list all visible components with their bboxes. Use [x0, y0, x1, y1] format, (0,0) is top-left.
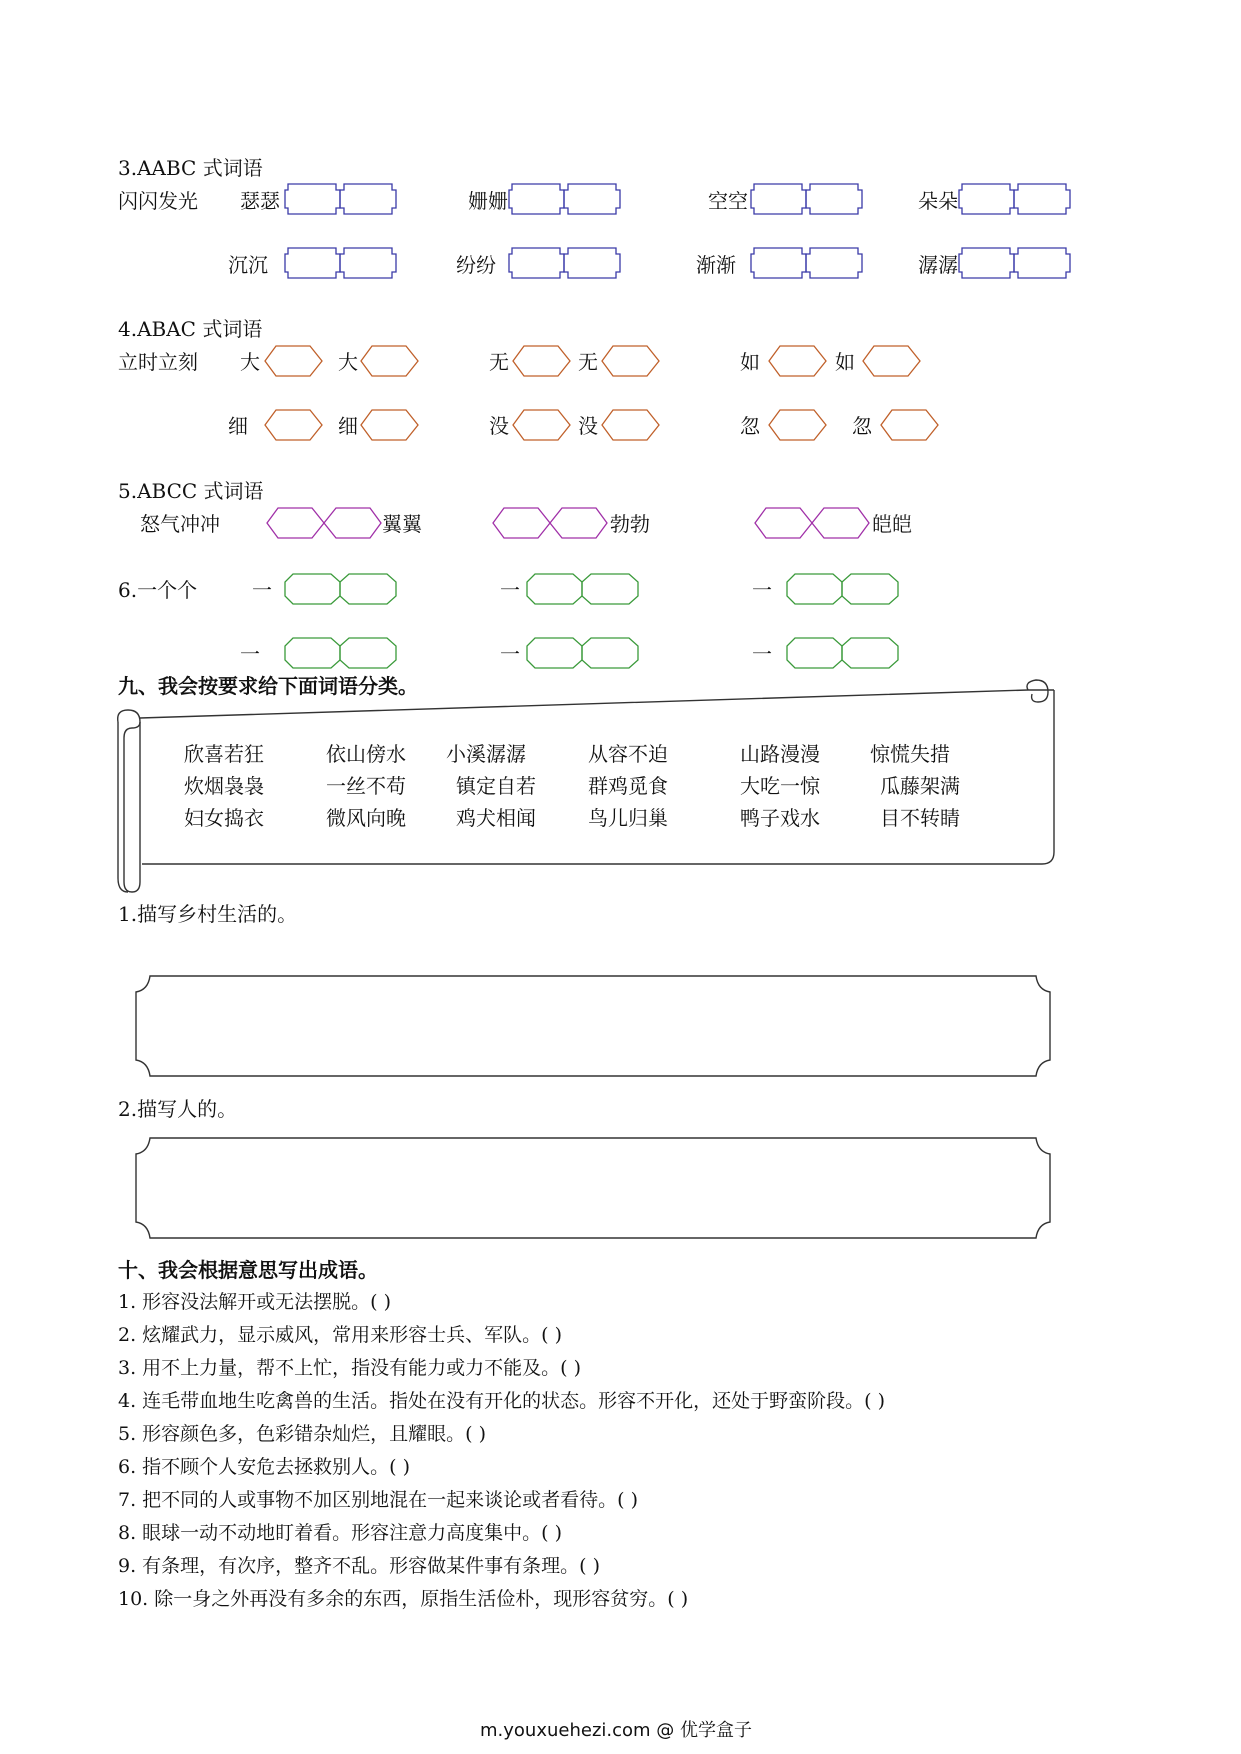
word-cell: 目不转睛 [880, 806, 960, 830]
aabc-prefix: 沉沉 [228, 253, 268, 277]
aabc-prefix: 瑟瑟 [240, 189, 280, 213]
yi-char: 一 [752, 642, 772, 666]
aabc-answer-box[interactable] [284, 182, 402, 216]
sec3-example: 闪闪发光 [118, 189, 198, 213]
word-cell: 惊慌失措 [870, 742, 950, 766]
aabc-answer-box[interactable] [750, 246, 868, 280]
yi-char: 一 [240, 642, 260, 666]
idiom-question: 1. 形容没法解开或无法摆脱。( ) [118, 1291, 392, 1313]
aabc-prefix: 空空 [708, 189, 748, 213]
word-cell: 鸭子戏水 [740, 806, 820, 830]
word-cell: 从容不迫 [588, 742, 668, 766]
idiom-question: 6. 指不顾个人安危去拯救别人。( ) [118, 1456, 411, 1478]
aabc-prefix: 纷纷 [456, 253, 496, 277]
abac-answer-hexagon[interactable] [768, 344, 830, 378]
sec6-title: 6.一个个 [118, 578, 198, 602]
sec4-title: 4.ABAC 式词语 [118, 317, 263, 341]
abac-char: 大 [240, 350, 260, 374]
abac-answer-hexagon[interactable] [360, 408, 422, 442]
aab-answer-octagons[interactable] [284, 636, 402, 670]
abac-char: 如 [835, 350, 855, 374]
word-cell: 镇定自若 [456, 774, 536, 798]
abcc-suffix: 勃勃 [610, 512, 650, 536]
aab-answer-octagons[interactable] [786, 572, 904, 606]
abac-char: 无 [578, 350, 598, 374]
word-cell: 群鸡觅食 [588, 774, 668, 798]
yi-char: 一 [500, 578, 520, 602]
abac-answer-hexagon[interactable] [601, 344, 663, 378]
word-cell: 鸡犬相闻 [456, 806, 536, 830]
yi-char: 一 [500, 642, 520, 666]
aabc-answer-box[interactable] [750, 182, 868, 216]
yi-char: 一 [752, 578, 772, 602]
idiom-question: 2. 炫耀武力，显示威风，常用来形容士兵、军队。( ) [118, 1324, 563, 1346]
abac-answer-hexagon[interactable] [264, 344, 326, 378]
abac-char: 大 [338, 350, 358, 374]
abac-char: 没 [489, 414, 509, 438]
aabc-prefix: 朵朵 [918, 189, 958, 213]
word-cell: 鸟儿归巢 [588, 806, 668, 830]
sec10-heading: 十、我会根据意思写出成语。 [118, 1258, 378, 1282]
abac-char: 没 [578, 414, 598, 438]
word-cell: 妇女捣衣 [184, 806, 264, 830]
aab-answer-octagons[interactable] [526, 636, 644, 670]
sec5-example: 怒气冲冲 [140, 512, 220, 536]
abcc-answer-hexagons[interactable] [492, 506, 608, 540]
aab-answer-octagons[interactable] [786, 636, 904, 670]
people-answer-box[interactable] [134, 1136, 1052, 1240]
aabc-prefix: 姗姗 [468, 189, 508, 213]
abac-char: 无 [489, 350, 509, 374]
idiom-question: 8. 眼球一动不动地盯着看。形容注意力高度集中。( ) [118, 1522, 563, 1544]
aabc-prefix: 渐渐 [696, 253, 736, 277]
abcc-answer-hexagons[interactable] [754, 506, 870, 540]
abac-answer-hexagon[interactable] [360, 344, 422, 378]
word-cell: 欣喜若狂 [184, 742, 264, 766]
aabc-answer-box[interactable] [958, 246, 1076, 280]
aabc-answer-box[interactable] [284, 246, 402, 280]
sec5-title: 5.ABCC 式词语 [118, 479, 264, 503]
aab-answer-octagons[interactable] [284, 572, 402, 606]
abac-char: 忽 [740, 414, 760, 438]
word-cell: 小溪潺潺 [446, 742, 526, 766]
word-cell: 微风向晚 [326, 806, 406, 830]
word-cell: 山路漫漫 [740, 742, 820, 766]
abac-answer-hexagon[interactable] [512, 408, 574, 442]
abac-answer-hexagon[interactable] [862, 344, 924, 378]
abac-char: 细 [228, 414, 248, 438]
abac-char: 细 [338, 414, 358, 438]
aabc-answer-box[interactable] [508, 246, 626, 280]
abac-answer-hexagon[interactable] [512, 344, 574, 378]
abcc-suffix: 皑皑 [872, 512, 912, 536]
yi-char: 一 [252, 578, 272, 602]
abac-answer-hexagon[interactable] [601, 408, 663, 442]
footer-watermark: m.youxuehezi.com @ 优学盒子 [480, 1720, 753, 1741]
idiom-question: 7. 把不同的人或事物不加区别地混在一起来谈论或者看待。( ) [118, 1489, 639, 1511]
sec9-q1: 1.描写乡村生活的。 [118, 902, 298, 926]
abac-char: 如 [740, 350, 760, 374]
idiom-question: 5. 形容颜色多，色彩错杂灿烂，且耀眼。( ) [118, 1423, 487, 1445]
idiom-question: 3. 用不上力量，帮不上忙，指没有能力或力不能及。( ) [118, 1357, 582, 1379]
abac-answer-hexagon[interactable] [264, 408, 326, 442]
sec9-heading: 九、我会按要求给下面词语分类。 [118, 674, 418, 698]
aabc-prefix: 潺潺 [918, 253, 958, 277]
idiom-question: 10. 除一身之外再没有多余的东西，原指生活俭朴，现形容贫穷。( ) [118, 1588, 689, 1610]
abac-answer-hexagon[interactable] [768, 408, 830, 442]
idiom-question: 9. 有条理，有次序，整齐不乱。形容做某件事有条理。( ) [118, 1555, 601, 1577]
aabc-answer-box[interactable] [508, 182, 626, 216]
word-cell: 瓜藤架满 [880, 774, 960, 798]
word-cell: 一丝不苟 [326, 774, 406, 798]
abac-char: 忽 [852, 414, 872, 438]
sec4-example: 立时立刻 [118, 350, 198, 374]
word-cell: 大吃一惊 [740, 774, 820, 798]
aab-answer-octagons[interactable] [526, 572, 644, 606]
word-cell: 炊烟袅袅 [184, 774, 264, 798]
aabc-answer-box[interactable] [958, 182, 1076, 216]
sec9-q2: 2.描写人的。 [118, 1097, 238, 1121]
rural-answer-box[interactable] [134, 974, 1052, 1078]
abcc-answer-hexagons[interactable] [266, 506, 382, 540]
sec3-title: 3.AABC 式词语 [118, 156, 263, 180]
abac-answer-hexagon[interactable] [880, 408, 942, 442]
word-cell: 依山傍水 [326, 742, 406, 766]
abcc-suffix: 翼翼 [382, 512, 422, 536]
idiom-question: 4. 连毛带血地生吃禽兽的生活。指处在没有开化的状态。形容不开化，还处于野蛮阶段。( ) [118, 1390, 886, 1412]
